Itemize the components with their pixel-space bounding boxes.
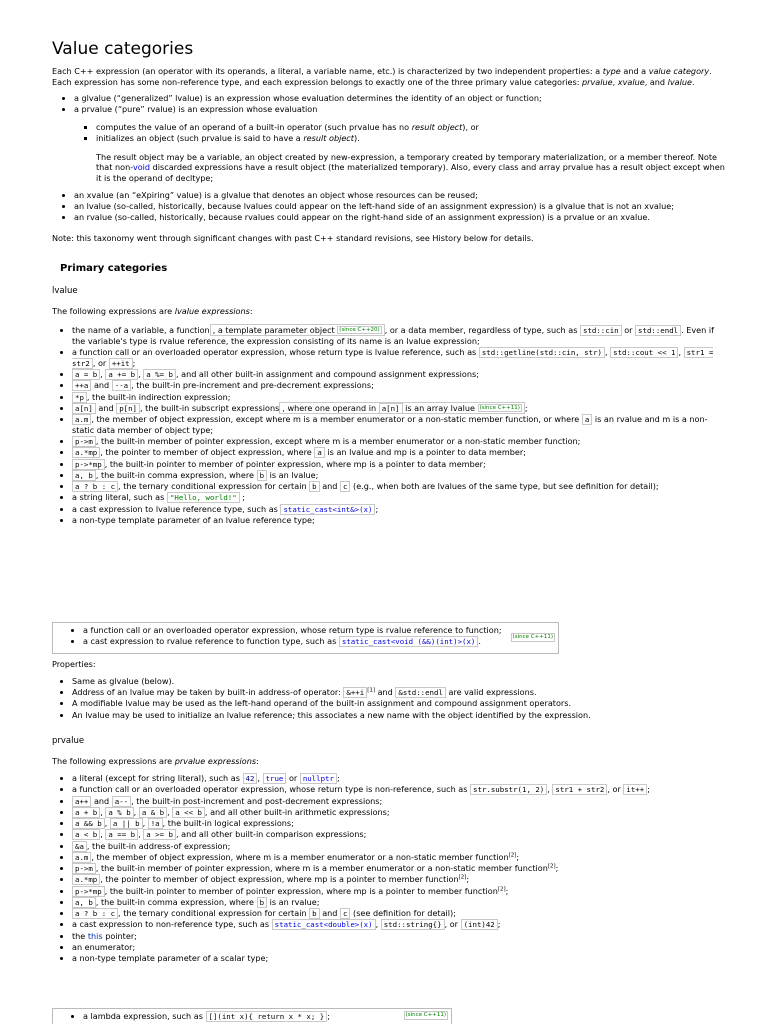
- t: , or: [607, 784, 621, 795]
- t: pointer;: [102, 930, 137, 941]
- lv-intro-c: :: [249, 306, 253, 316]
- t: :: [256, 756, 259, 766]
- def-lvalue: • an lvalue (so-called, historically, because lvalues could appear on the left-hand side of an assignment expression) is a glvalue that is not an xvalue;: [74, 201, 728, 212]
- code: a.m: [72, 852, 91, 863]
- t: prvalue expressions: [174, 756, 257, 766]
- since-cpp11: (since C++11): [511, 633, 555, 642]
- t: , and all other built-in comparison expressions;: [175, 829, 367, 840]
- code: p->m: [72, 863, 96, 874]
- t: , the built-in member of pointer expression, except where m is a member enumerator or a non-static member function;: [95, 435, 581, 446]
- def-prvalue-computes: [96, 122, 728, 133]
- intro-text-b: . Each expression has some non-reference type, and each expression belongs to exactly one of the three primary value categories:: [52, 66, 712, 87]
- lvalue-intro: [52, 306, 728, 317]
- code: a ? b : c: [72, 481, 118, 492]
- t: ;: [497, 919, 501, 930]
- prvalue-heading: prvalue: [52, 736, 85, 746]
- lv-item-ptr-member: [72, 436, 728, 447]
- code: a[n]: [72, 403, 96, 414]
- code-std-endl[interactable]: std::endl: [635, 325, 681, 336]
- pv-literal: • a literal (except for string literal), such as 42 , true or nullptr ;: [72, 773, 728, 784]
- intro-xvalue: xvalue: [617, 76, 645, 87]
- t: , the built-in member of pointer expression, where m is a member enumerator or a non-static member function: [95, 863, 548, 874]
- pv-member: [72, 852, 728, 863]
- result-object-note: [96, 152, 728, 184]
- t: ;: [466, 874, 470, 885]
- code: a || b: [110, 818, 143, 829]
- lvalue-properties: [62, 676, 728, 721]
- pr1c: ), or: [462, 121, 479, 132]
- code: p->m: [72, 436, 96, 447]
- pv-enumerator: • an enumerator;: [72, 942, 728, 953]
- t: is an lvalue;: [269, 469, 319, 480]
- t: , the pointer to member of object expression, where: [100, 447, 312, 458]
- t: ;: [524, 402, 528, 413]
- pv-comma: [72, 897, 728, 908]
- code: a % b: [105, 807, 133, 818]
- intro-lvalue: lvalue: [667, 76, 692, 87]
- t: ;: [505, 885, 509, 896]
- code: a.m: [72, 414, 91, 425]
- t: (see definition for detail);: [353, 908, 456, 919]
- t: , the built-in address-of expression;: [86, 840, 231, 851]
- code: str1 + str2: [552, 784, 607, 795]
- since-cpp11: (since C++11): [404, 1011, 448, 1020]
- code: p[n]: [116, 403, 140, 414]
- code: b: [309, 908, 319, 919]
- intro-comma: ,: [612, 76, 618, 87]
- intro-and2: , and: [644, 76, 668, 87]
- code: a ? b : c: [72, 908, 118, 919]
- intro-value-category: value category: [648, 66, 710, 76]
- code: a: [314, 447, 324, 458]
- code: a.*mp: [72, 874, 100, 885]
- lv-item-subscript: [72, 403, 728, 414]
- t: The following expressions are: [52, 756, 175, 766]
- code: a %= b: [143, 369, 176, 380]
- footnote-link[interactable]: [2]: [497, 885, 506, 892]
- code: a == b: [105, 829, 138, 840]
- lv-item-preinc: [72, 380, 728, 391]
- lvp-2: [72, 687, 728, 698]
- code: !a: [148, 818, 163, 829]
- code: str.substr(1, 2): [470, 784, 547, 795]
- code: &++i: [343, 687, 367, 698]
- code: "Hello, world!": [167, 492, 240, 503]
- code: a++: [72, 796, 91, 807]
- code: --a: [112, 380, 131, 391]
- code: a + b: [72, 807, 100, 818]
- properties-label: Properties:: [52, 659, 96, 669]
- t: a string literal, such as: [72, 492, 165, 503]
- lv-item-assign: • a = b , a += b , a %= b , and all other built-in assignment and compound assignment expressions;: [72, 369, 728, 380]
- t: and: [377, 687, 393, 698]
- t: , the built-in post-increment and post-decrement expressions;: [131, 795, 383, 806]
- code: *p: [72, 392, 87, 403]
- code: ++a: [72, 380, 91, 391]
- def-prvalue-initializes: [96, 133, 728, 144]
- lvp-3: • A modifiable lvalue may be used as the left-hand operand of the built-in assignment and compound assignment operators.: [72, 698, 728, 709]
- t: ;: [647, 784, 650, 795]
- pv-ptm-obj: [72, 874, 728, 885]
- lv-intro-b: lvalue expressions: [174, 306, 250, 316]
- t: , the built-in subscript expressions: [140, 402, 280, 413]
- def-xvalue: • an xvalue (an “eXpiring” value) is a glvalue that denotes an object whose resources can be reused;: [74, 190, 728, 201]
- array-lvalue-box: [279, 402, 525, 414]
- lvalue-heading: lvalue: [52, 286, 78, 296]
- code: a & b: [139, 807, 167, 818]
- lv-item-ptm-ptr: [72, 459, 728, 470]
- lv-item-string-literal: [72, 492, 728, 503]
- def-glvalue: • a glvalue (“generalized” lvalue) is an expression whose evaluation determines the identity of an object or function;: [74, 93, 728, 104]
- lv-item-name: [72, 325, 728, 346]
- lvp-4: • An lvalue may be used to initialize an lvalue reference; this associates a new name with the object identified by the expression.: [72, 710, 728, 721]
- t: is an rvalue;: [269, 896, 320, 907]
- intro-dot: .: [692, 76, 695, 87]
- t: , or a data member, regardless of type, such as: [384, 325, 578, 335]
- page-title: Value categories: [52, 39, 194, 59]
- t: is an rvalue and m is a non-static data member of object type;: [72, 414, 708, 435]
- code: a << b: [172, 807, 205, 818]
- t: or: [288, 773, 298, 783]
- t: . Even if the variable's type is rvalue reference, the expression consisting of its name is an lvalue expression;: [72, 325, 714, 346]
- def-prvalue: [74, 104, 728, 184]
- code: a = b: [72, 369, 100, 380]
- t: a cast expression to rvalue reference to function type, such as: [83, 635, 337, 646]
- t: is an array lvalue: [405, 402, 475, 413]
- lv-item-ptm-obj: [72, 447, 728, 458]
- t: , the member of object expression, except where m is a member enumerator or a non-static member function, or where: [91, 414, 580, 425]
- pv-postinc: [72, 796, 728, 807]
- taxonomy-note: Note: this taxonomy went through significant changes with past C++ standard revisions, see History below for details.: [52, 233, 534, 243]
- t: ;: [242, 492, 245, 503]
- lv-item-cast: [72, 504, 728, 515]
- code: (int)42: [461, 919, 498, 930]
- t: ;: [375, 503, 379, 514]
- note2: discarded expressions have a result object (the materialized temporary). Also, every class and array prvalue has a result object except when it is the operand of decltype;: [96, 162, 725, 184]
- code-std-string[interactable]: std::string{}: [381, 919, 445, 930]
- intro-type: type: [602, 66, 621, 76]
- t: Address of an lvalue may be taken by built-in address-of operator:: [72, 687, 341, 698]
- box1-item-cast: [83, 636, 558, 647]
- intro-and: and a: [620, 66, 649, 76]
- prvalue-list: [62, 773, 728, 964]
- code: p->*mp: [72, 459, 105, 470]
- t: a function call or an overloaded operator expression, whose return type is lvalue reference, such as: [72, 346, 477, 357]
- code: a && b: [72, 818, 105, 829]
- t: , the built-in pre-increment and pre-decrement expressions;: [131, 380, 374, 391]
- pv-nttp: • a non-type template parameter of a scalar type;: [72, 953, 728, 964]
- t: and: [93, 795, 110, 806]
- code: a, b: [72, 897, 96, 908]
- t: a function call or an overloaded operator expression, whose return type is non-reference, such as: [72, 784, 468, 795]
- t: or: [624, 325, 633, 335]
- t: and: [93, 380, 110, 391]
- t: , where one operand in: [282, 402, 377, 413]
- pv-cast: • a cast expression to non-reference type, such as static_cast<double>(x) , std::string{} , or (int)42 ;: [72, 919, 728, 930]
- pv-ptr-member: [72, 863, 728, 874]
- t: , or: [444, 919, 459, 930]
- t: is an lvalue and mp is a pointer to data member;: [327, 447, 526, 458]
- footnote-link[interactable]: [2]: [547, 863, 556, 870]
- code-lambda: [](int x){ return x * x; }: [206, 1011, 328, 1022]
- t: , the built-in comma expression, where: [95, 469, 254, 480]
- code: it++: [623, 784, 647, 795]
- code-ppit: ++it: [109, 358, 133, 369]
- lvp-1: • Same as glvalue (below).: [72, 676, 728, 687]
- t: the name of a variable, a function: [72, 325, 210, 335]
- lv-item-comma: [72, 470, 728, 481]
- box2-item-lambda: [83, 1011, 451, 1022]
- t: (e.g., when both are lvalues of the same type, but see definition for detail);: [353, 481, 659, 492]
- t: and: [322, 481, 338, 492]
- since-cpp11: (since C++11): [479, 404, 520, 411]
- def-rvalue: • an rvalue (so-called, historically, because rvalues could appear on the right-hand side of an assignment expression) is a prvalue or an xvalue.: [74, 212, 728, 223]
- code: a, b: [72, 470, 96, 481]
- pv-ptm-ptr: [72, 886, 728, 897]
- t: a cast expression to non-reference type, such as: [72, 919, 270, 930]
- this-link[interactable]: this: [87, 930, 103, 941]
- pr1a: computes the value of an operand of a built-in operator (such prvalue has no: [96, 121, 412, 132]
- note1: The result object may be a variable, an object created by new-expression, a temporary created by temporary materialization, or a member thereof. Note that non-: [96, 151, 717, 173]
- def-prvalue-text: a prvalue (“pure” rvalue) is an expression whose evaluation: [74, 104, 318, 115]
- lv-item-nttp: • a non-type template parameter of an lvalue reference type;: [72, 515, 728, 526]
- t: are valid expressions.: [448, 687, 537, 698]
- t: and: [322, 908, 338, 919]
- t: ;: [327, 1011, 330, 1021]
- t: , the built-in comma expression, where: [95, 896, 254, 907]
- intro-text: Each C++ expression (an operator with its operands, a literal, a variable name, etc.) is characterized by two independent properties: a: [52, 66, 603, 76]
- code: a[n]: [379, 403, 403, 414]
- pv-ternary: [72, 908, 728, 919]
- footnote-link[interactable]: [2]: [508, 852, 517, 859]
- primary-categories-heading: Primary categories: [60, 263, 168, 274]
- template-param-box: [210, 324, 385, 336]
- code: b: [257, 470, 267, 481]
- pv-addressof: [72, 841, 728, 852]
- code: 42: [243, 773, 258, 784]
- pr1b: result object: [411, 121, 463, 132]
- pr2c: ).: [353, 133, 360, 144]
- since-cpp11-box-rvalue-fn: [52, 622, 559, 654]
- t: , the built-in indirection expression;: [86, 391, 231, 402]
- lv-item-ternary: [72, 481, 728, 492]
- lv-item-member: [72, 414, 728, 435]
- code: b: [257, 897, 267, 908]
- pv-logical: • a && b , a || b , !a , the built-in logical expressions;: [72, 818, 728, 829]
- code-true[interactable]: true: [263, 773, 287, 784]
- t: and: [98, 402, 114, 413]
- t: , the ternary conditional expression for certain: [118, 908, 307, 919]
- code-getline[interactable]: std::getline(std::cin, str): [479, 347, 605, 358]
- code-str1: str1 = str2: [72, 347, 714, 368]
- t: , and all other built-in assignment and compound assignment expressions;: [175, 368, 479, 379]
- code: &a: [72, 841, 87, 852]
- pv-compare: • a < b , a == b , a >= b , and all other built-in comparison expressions;: [72, 829, 728, 840]
- t: a cast expression to lvalue reference type, such as: [72, 503, 278, 514]
- t: ;: [336, 773, 340, 783]
- code-std-cin[interactable]: std::cin: [580, 325, 622, 336]
- code: c: [340, 481, 350, 492]
- intro-prvalue: prvalue: [582, 76, 613, 87]
- pv-this: [72, 931, 728, 942]
- lv-item-indirection: [72, 392, 728, 403]
- t: , a template parameter object: [212, 325, 335, 335]
- lv-item-call: • a function call or an overloaded operator expression, whose return type is lvalue reference, such as std::getline(std::cin, str) , std::cout << 1 , str1 = str2 , or ++it ;: [72, 347, 728, 369]
- code: a < b: [72, 829, 100, 840]
- pr2b: result object: [303, 133, 354, 144]
- t: , the member of object expression, where m is a member enumerator or a non-static member function: [91, 851, 509, 862]
- pv-arith: • a + b , a % b , a & b , a << b , and all other built-in arithmetic expressions;: [72, 807, 728, 818]
- t: the: [72, 930, 88, 941]
- footnote-link[interactable]: [2]: [458, 874, 467, 881]
- void-link[interactable]: void: [132, 162, 151, 173]
- code: c: [340, 908, 350, 919]
- t: a literal (except for string literal), such as: [72, 773, 240, 783]
- code: p->*mp: [72, 886, 105, 897]
- t: , and all other built-in arithmetic expressions;: [204, 806, 390, 817]
- since-cpp11-box-lambda: [52, 1008, 452, 1024]
- code: a--: [112, 796, 131, 807]
- pr2a: initializes an object (such prvalue is said to have a: [96, 133, 304, 144]
- code: b: [309, 481, 319, 492]
- prvalue-intro: [52, 756, 728, 767]
- code-static-cast-double[interactable]: static_cast<double>(x): [272, 919, 376, 930]
- definitions: [54, 93, 728, 223]
- intro-paragraph: [52, 66, 728, 87]
- code: a.*mp: [72, 447, 100, 458]
- t: , the pointer to member of object expression, where mp is a pointer to member function: [100, 874, 459, 885]
- code: &std::endl: [395, 687, 446, 698]
- t: , the built-in pointer to member of pointer expression, where mp is a pointer to member function: [104, 885, 498, 896]
- code-nullptr[interactable]: nullptr: [300, 773, 337, 784]
- since-cpp20: (since C++20): [339, 326, 380, 333]
- t: a lambda expression, such as: [83, 1011, 203, 1021]
- t: , the ternary conditional expression for certain: [118, 481, 307, 492]
- code: a: [582, 414, 592, 425]
- code-static-cast-void[interactable]: static_cast<void (&&)(int)>(x): [339, 636, 479, 647]
- t: , or: [92, 357, 107, 368]
- t: , the built-in pointer to member of pointer expression, where mp is a pointer to data member;: [104, 458, 486, 469]
- t: , the built-in logical expressions;: [162, 818, 294, 829]
- code: a += b: [105, 369, 138, 380]
- footnote-link[interactable]: [1]: [367, 687, 376, 694]
- t: .: [478, 635, 481, 646]
- code-static-cast[interactable]: static_cast<int&>(x): [280, 504, 375, 515]
- lv-intro-a: The following expressions are: [52, 306, 175, 316]
- code: a >= b: [143, 829, 176, 840]
- t: ;: [516, 851, 520, 862]
- pv-call: • a function call or an overloaded operator expression, whose return type is non-reference, such as str.substr(1, 2) , str1 + str2 , or it++ ;: [72, 784, 728, 795]
- t: ;: [555, 863, 559, 874]
- code-cout[interactable]: std::cout << 1: [610, 347, 678, 358]
- lvalue-list: [62, 325, 728, 526]
- box1-item-call: • a function call or an overloaded operator expression, whose return type is rvalue reference to function;: [83, 625, 558, 636]
